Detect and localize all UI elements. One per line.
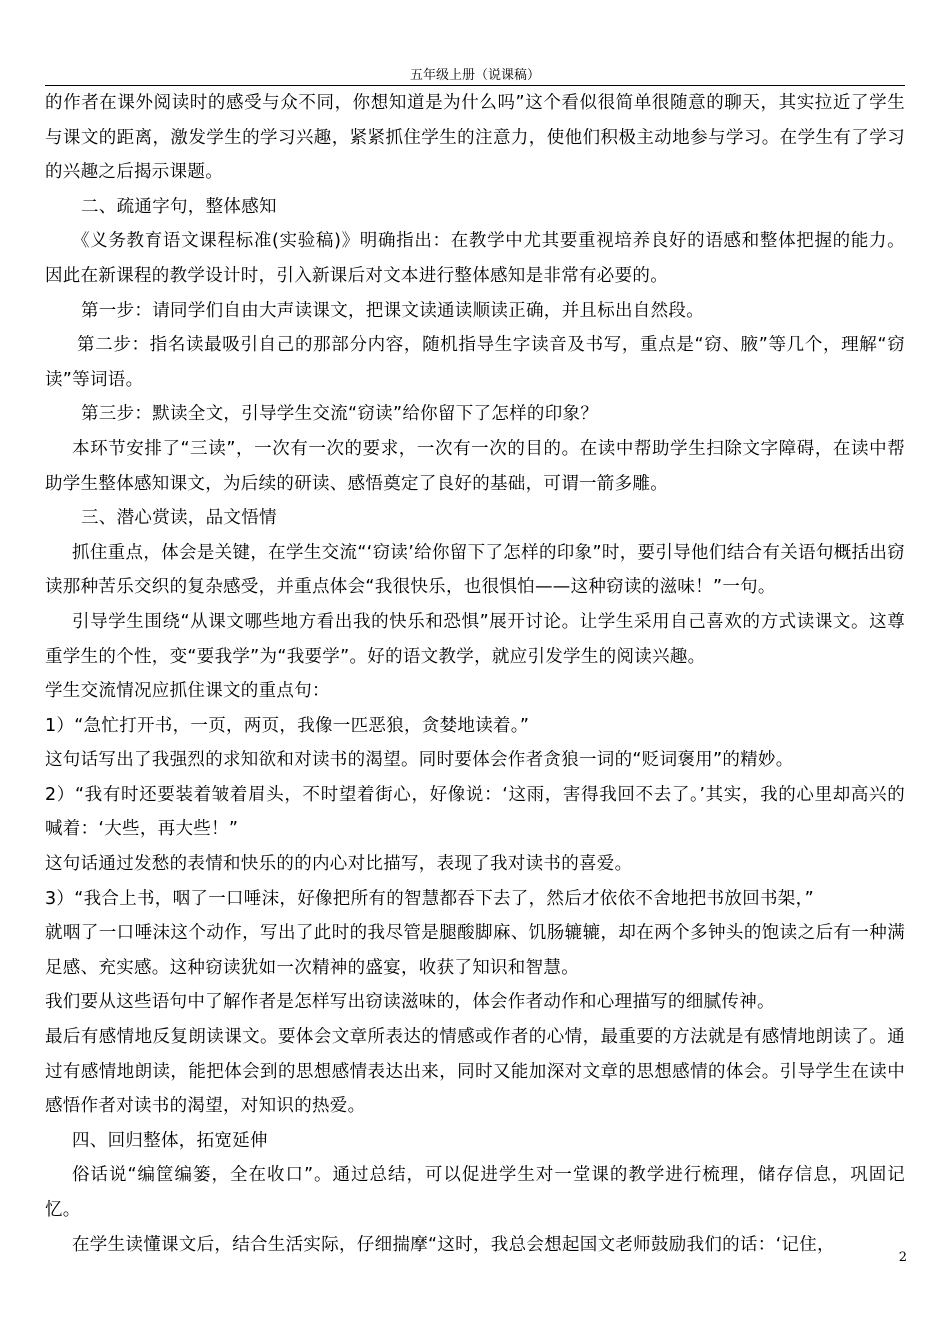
page-number: 2: [898, 1250, 907, 1265]
paragraph: 我们要从这些语句中了解作者是怎样写出窃读滋味的，体会作者动作和心理描写的细腻传神。: [45, 992, 775, 1013]
paragraph: 三、潜心赏读，品文悟情: [81, 508, 277, 529]
paragraph: 在学生读懂课文后，结合生活实际，仔细揣摩“这时，我总会想起国文老师鼓励我们的话：‘记住，: [72, 1234, 835, 1255]
paragraph: 1）“急忙打开书，一页，两页，我像一匹恶狼，贪婪地读着。”: [45, 715, 530, 736]
paragraph: 这句话通过发愁的表情和快乐的的内心对比描写，表现了我对读书的喜爱。: [45, 854, 633, 875]
document-body: [45, 86, 905, 1262]
paragraph: 2）“我有时还要装着皱着眉头，不时望着街心，好像说：‘这雨，害得我回不去了。’其实，我的心里却高兴的喊着：‘大些，再大些！”: [45, 784, 905, 840]
paragraph: 第三步：默读全文，引导学生交流“窃读”给你留下了怎样的印象？: [81, 404, 599, 425]
page-header: 五年级上册（说课稿）: [409, 68, 540, 83]
paragraph: 俗话说“编筐编篓，全在收口”。通过总结，可以促进学生对一堂课的教学进行梳理，储存信息，巩固记忆。: [45, 1165, 905, 1220]
paragraph: 抓住重点，体会是关键，在学生交流“‘窃读’给你留下了怎样的印象”时，要引导他们结合有关语句概括出窃读那种苦乐交织的复杂感受，并重点体会“我很快乐，也很惧怕——这种窃读的滋味！”一句。: [45, 542, 905, 598]
paragraph: 学生交流情况应抓住课文的重点句：: [45, 681, 330, 702]
paragraph: 的作者在课外阅读时的感受与众不同，你想知道是为什么吗”这个看似很简单很随意的聊天，其实拉近了学生与课文的距离，激发学生的学习兴趣，紧紧抓住学生的注意力，使他们积极主动地参与学习。在学生有了学习的兴趣之后揭示课题。: [45, 93, 905, 183]
paragraph: 第一步：请同学们自由大声读课文，把课文读通读顺读正确，并且标出自然段。: [81, 300, 704, 321]
paragraph: 第二步：指名读最吸引自己的那部分内容，随机指导生字读音及书写，重点是“窃、腋”等几个，理解“窃读”等词语。: [45, 335, 905, 390]
paragraph: 四、回归整体，拓宽延伸: [72, 1130, 268, 1151]
paragraph: 二、疏通字句，整体感知: [81, 196, 277, 217]
paragraph: 《义务教育语文课程标准(实验稿)》明确指出：在教学中尤其要重视培养良好的语感和整体把握的能力。因此在新课程的教学设计时，引入新课后对文本进行整体感知是非常有必要的。: [45, 231, 905, 286]
paragraph: 引导学生围绕“从课文哪些地方看出我的快乐和恐惧”展开讨论。让学生采用自己喜欢的方式读课文。这尊重学生的个性，变“要我学”为“我要学”。好的语文教学，就应引发学生的阅读兴趣。: [45, 611, 905, 667]
paragraph: 最后有感情地反复朗读课文。要体会文章所表达的情感或作者的心情，最重要的方法就是有感情地朗读了。通过有感情地朗读，能把体会到的思想感情表达出来，同时又能加深对文章的思想感情的体会。引导学生在读中感悟作者对读书的渴望，对知识的热爱。: [45, 1027, 905, 1117]
paragraph: 这句话写出了我强烈的求知欲和对读书的渴望。同时要体会作者贪狼一词的“贬词褒用”的精妙。: [45, 750, 794, 771]
paragraph: 本环节安排了“三读”，一次有一次的要求，一次有一次的目的。在读中帮助学生扫除文字障碍，在读中帮助学生整体感知课文，为后续的研读、感悟奠定了良好的基础，可谓一箭多雕。: [45, 438, 905, 494]
paragraph: 就咽了一口唾沫这个动作，写出了此时的我尽管是腿酸脚麻、饥肠辘辘，却在两个多钟头的饱读之后有一种满足感、充实感。这种窃读犹如一次精神的盛宴，收获了知识和智慧。: [45, 923, 905, 978]
paragraph: 3）“我合上书，咽了一口唾沫，好像把所有的智慧都吞下去了，然后才依依不舍地把书放回书架，”: [45, 888, 815, 909]
